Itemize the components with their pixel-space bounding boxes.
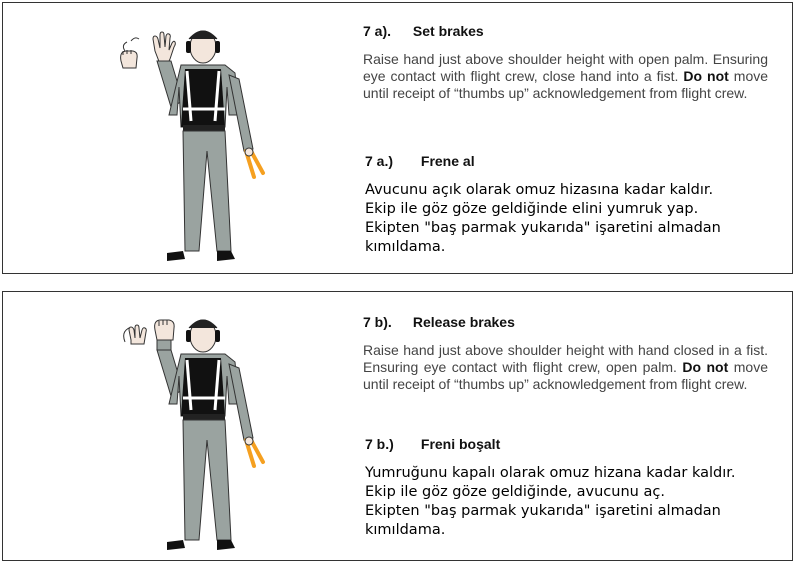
turkish-line: Yumruğunu kapalı olarak omuz hizana kadar kaldır. (365, 465, 736, 481)
turkish-line: Ekip ile göz göze geldiğinde elini yumruk yap. (365, 201, 699, 217)
hand-signal-icon (121, 38, 139, 68)
signal-number-tr: 7 b.) (365, 436, 394, 452)
turkish-heading (365, 436, 768, 452)
signal-panel-set-brakes (2, 2, 793, 274)
marshalling-wands-icon (245, 148, 263, 177)
turkish-line: Ekip ile göz göze geldiğinde, avucunu aç. (365, 484, 665, 500)
signal-title: Release brakes (412, 314, 515, 330)
hand-signal-icon (124, 325, 147, 344)
instruction-text: move until receipt of “thumbs up” acknowledgement from flight crew. (363, 359, 768, 392)
turkish-line: Ekipten "baş parmak yukarıda" işaretini almadan kımıldama. (365, 503, 721, 538)
instruction-emphasis: Do not (683, 68, 729, 84)
marshaller-figure (103, 13, 283, 268)
english-section (363, 23, 768, 102)
signal-title-tr: Freni boşalt (420, 436, 501, 452)
english-instructions (363, 51, 768, 102)
instruction-text: Raise hand just above shoulder height with open palm. Ensuring eye contact with flight crew, close hand into a fist. (363, 51, 768, 84)
signal-title: Set brakes (412, 23, 484, 39)
turkish-instructions (365, 464, 768, 540)
english-instructions (363, 342, 768, 393)
instruction-text: move until receipt of “thumbs up” acknowledgement from flight crew. (363, 68, 769, 101)
instruction-emphasis: Do not (682, 359, 729, 375)
signal-number: 7 b). (363, 314, 392, 330)
marshalling-wands-icon (245, 437, 263, 466)
turkish-section (365, 436, 768, 540)
english-heading (363, 23, 768, 39)
turkish-line: Ekipten "baş parmak yukarıda" işaretini almadan kımıldama. (365, 220, 721, 255)
instruction-text: Raise hand just above shoulder height with hand closed in a fist. Ensuring eye contact with flight crew, open palm. (363, 342, 768, 375)
marshaller-figure (103, 302, 283, 557)
turkish-heading (365, 153, 768, 169)
signal-panel-release-brakes (2, 291, 793, 561)
english-section (363, 314, 768, 393)
english-heading (363, 314, 768, 330)
signal-title-tr: Frene al (420, 153, 475, 169)
turkish-instructions (365, 181, 768, 257)
turkish-line: Avucunu açık olarak omuz hizasına kadar kaldır. (365, 182, 714, 198)
signal-number: 7 a). (363, 23, 392, 39)
turkish-section (365, 153, 768, 257)
signal-number-tr: 7 a.) (365, 153, 394, 169)
